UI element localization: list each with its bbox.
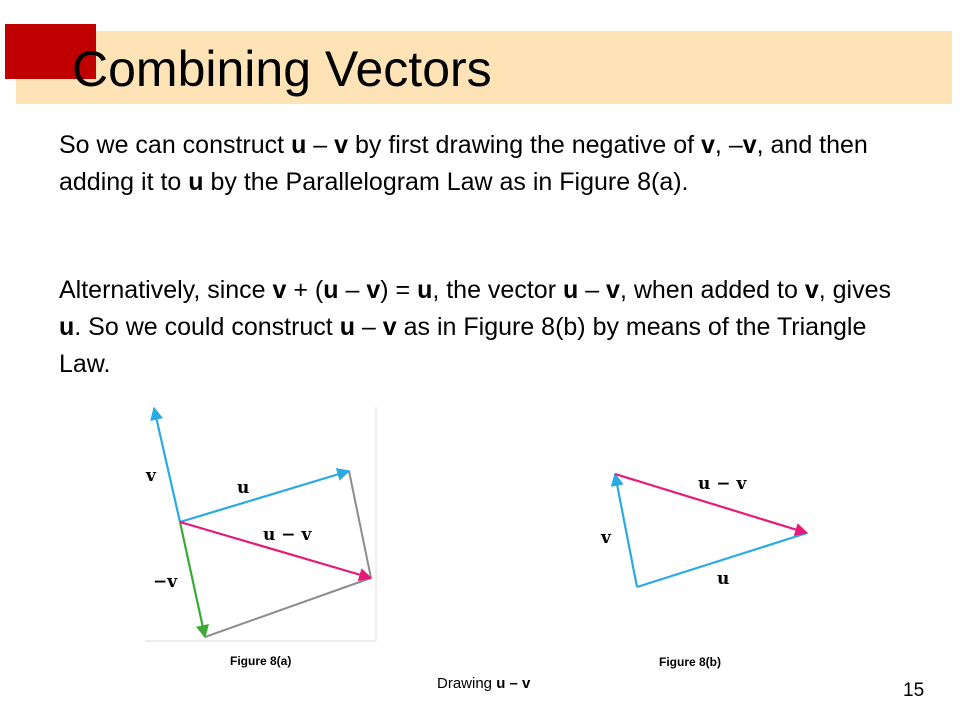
vector-v xyxy=(154,408,180,522)
label-v-b: v xyxy=(601,528,611,548)
label-v: v xyxy=(146,466,156,486)
label-u-minus-v: u − v xyxy=(263,525,312,545)
slide-title: Combining Vectors xyxy=(72,41,492,97)
vector-neg-v xyxy=(180,522,205,637)
label-u-minus-v-b: u − v xyxy=(698,474,747,494)
figure-8a-diagram xyxy=(143,405,379,645)
paragraph-1: So we can construct u – v by first drawing the negative of v, –v, and then adding it to u by the Parallelogram Law as in Figure 8(a). xyxy=(59,131,868,196)
vector-u xyxy=(180,471,349,522)
figure-8b-diagram xyxy=(590,463,815,603)
vector-v-b xyxy=(615,474,637,587)
figure-8a-caption: Figure 8(a) xyxy=(230,654,292,668)
page-number: 15 xyxy=(903,680,925,701)
parallelogram-side-bottom xyxy=(205,578,371,637)
label-u: u xyxy=(237,478,250,498)
figure-8b-caption: Figure 8(b) xyxy=(659,655,721,669)
parallelogram-side-top xyxy=(349,471,371,578)
label-u-b: u xyxy=(717,569,730,589)
slide-footer: Drawing u – v xyxy=(437,675,531,692)
label-neg-v: −v xyxy=(153,572,178,592)
paragraph-2: Alternatively, since v + (u – v) = u, the vector u – v, when added to v, gives u. So we could construct u – v as in Figure 8(b) by means of the Triangle Law. xyxy=(59,276,891,378)
